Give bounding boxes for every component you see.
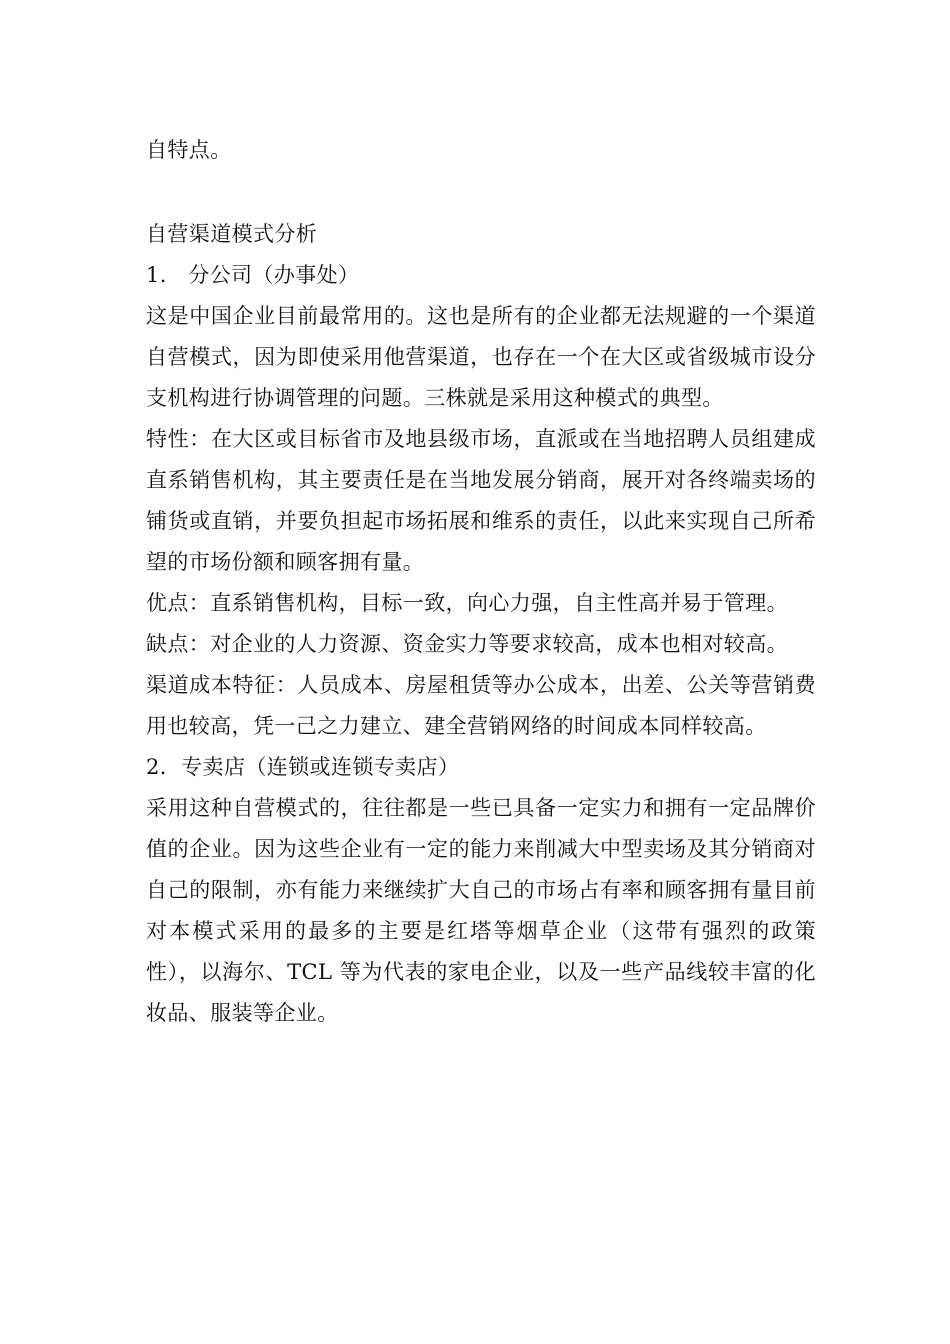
subheading-specialty-store: 2．专卖店（连锁或连锁专卖店） [146, 755, 460, 779]
section-heading: 自营渠道模式分析 [146, 222, 318, 246]
paragraph-branch-intro: 这是中国企业目前最常用的。这也是所有的企业都无法规避的一个渠道自营模式，因为即使采用他营渠道，也存在一个在大区或省级城市设分支机构进行协调管理的问题。三株就是采用这种模式的典型。 [146, 304, 816, 410]
paragraph-disadvantages: 缺点：对企业的人力资源、资金实力等要求较高，成本也相对较高。 [146, 632, 788, 656]
paragraph-gap [146, 171, 816, 214]
paragraph-continuation: 自特点。 [146, 138, 232, 162]
paragraph-specialty-store: 采用这种自营模式的，往往都是一些已具备一定实力和拥有一定品牌价值的企业。因为这些企业有一定的能力来削减大中型卖场及其分销商对自己的限制，亦有能力来继续扩大自己的市场占有率和顾客拥有量目前对本模式采用的最多的主要是红塔等烟草企业（这带有强烈的政策性），以海尔、TCL 等为代表的家电企业，以及一些产品线较丰富的化妆品、服装等企业。 [146, 796, 816, 1025]
paragraph-advantages: 优点：直系销售机构，目标一致，向心力强，自主性高并易于管理。 [146, 591, 788, 615]
document-body [146, 130, 816, 1034]
subheading-branch-office: 1. 分公司（办事处） [146, 263, 360, 287]
paragraph-channel-cost: 渠道成本特征：人员成本、房屋租赁等办公成本，出差、公关等营销费用也较高，凭一己之力建立、建全营销网络的时间成本同样较高。 [146, 673, 816, 738]
paragraph-characteristics: 特性：在大区或目标省市及地县级市场，直派或在当地招聘人员组建成直系销售机构，其主要责任是在当地发展分销商，展开对各终端卖场的铺货或直销，并要负担起市场拓展和维系的责任，以此来实现自己所希望的市场份额和顾客拥有量。 [146, 427, 816, 574]
